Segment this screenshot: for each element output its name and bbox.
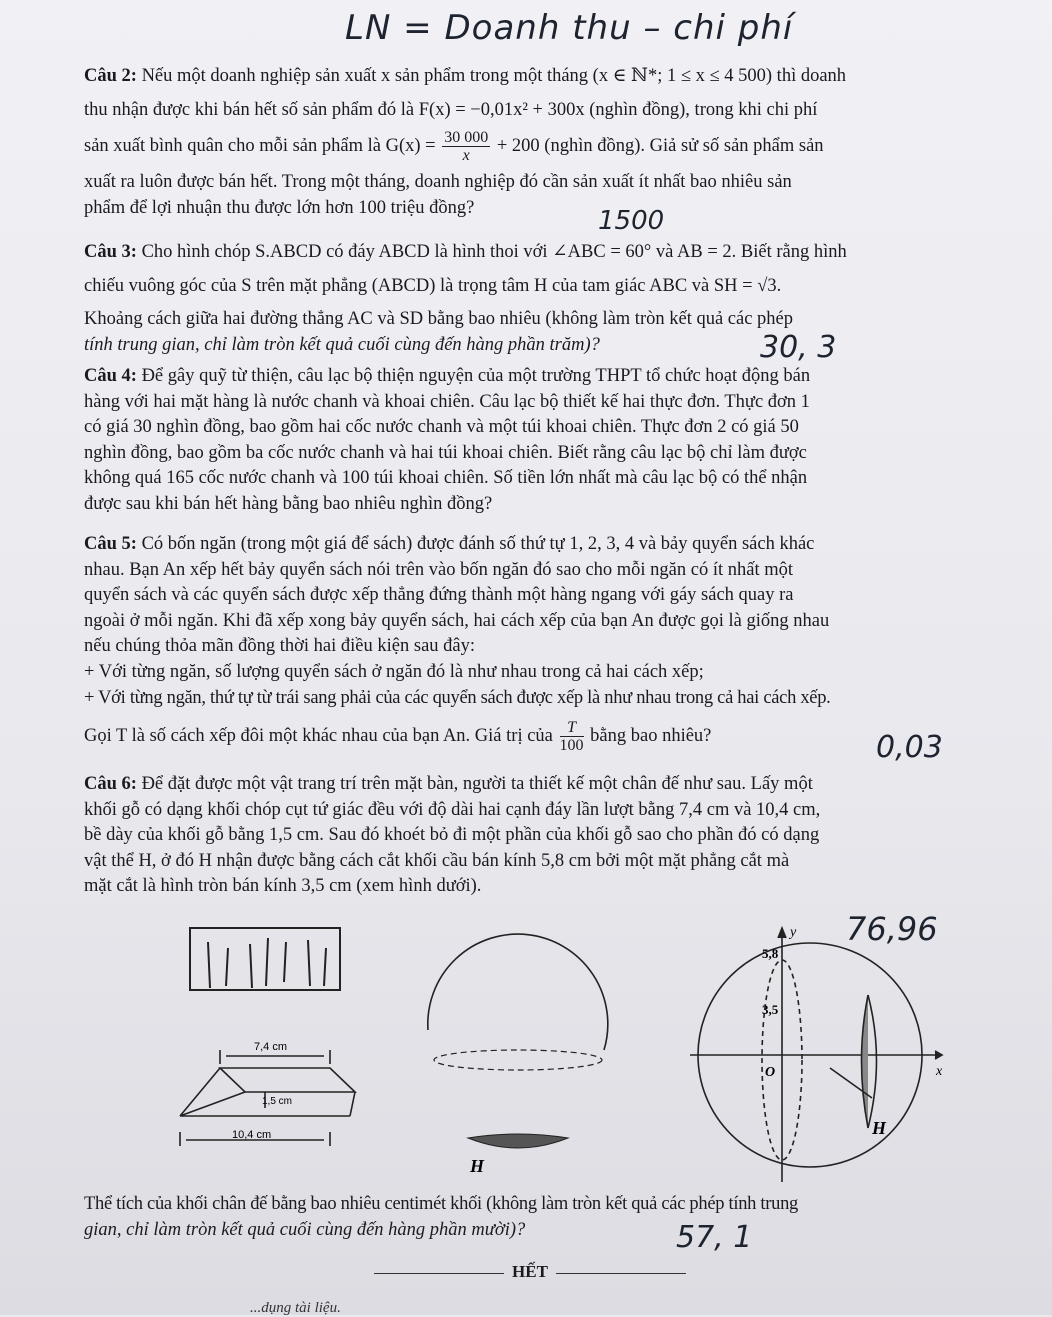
q5-line-3: quyển sách và các quyển sách được xếp thẳng đứng thành một hàng ngang với gáy sách quay ra: [84, 585, 794, 606]
q2-line-3b: + 200 (nghìn đồng). Giả sử số sản phẩm sản: [496, 135, 824, 156]
q4-line-4: nghìn đồng, bao gồm ba cốc nước chanh và hai túi khoai chiên. Biết rằng câu lạc bộ chỉ làm được: [84, 442, 807, 463]
q5-line-7: + Với từng ngăn, thứ tự từ trái sang phải của các quyển sách được xếp là như nhau trong cả hai cách xếp.: [84, 687, 831, 708]
q4-line-3: có giá 30 nghìn đồng, bao gồm hai cốc nước chanh và một túi khoai chiên. Thực đơn 2 có giá 50: [84, 417, 799, 438]
q5-fraction: $\frac{T}{100}$: [559, 719, 584, 755]
handwritten-answer-q3: 30, 3: [760, 330, 837, 365]
handwritten-answer-q5: 0,03: [876, 730, 943, 765]
label-5-8: 5,8: [762, 946, 779, 961]
q5-line-5: nếu chúng thỏa mãn đồng thời hai điều kiện sau đây:: [84, 636, 476, 657]
q5-label: Câu 5:: [84, 534, 137, 554]
q3-line-1: Cho hình chóp S.ABCD có đáy ABCD là hình thoi với ∠ABC = 60° và AB = 2. Biết rằng hình: [141, 242, 847, 262]
q3-line-3: Khoảng cách giữa hai đường thẳng AC và SD bằng bao nhiêu (không làm tròn kết quả các phép: [84, 309, 794, 330]
label-3-5: 3,5: [762, 1002, 779, 1017]
question-6: [84, 772, 984, 900]
q4-line-6: được sau khi bán hết hàng bằng bao nhiêu nghìn đồng?: [84, 493, 493, 514]
q5-line-6: + Với từng ngăn, số lượng quyển sách ở ngăn đó là như nhau trong cả hai cách xếp;: [84, 661, 704, 682]
label-y-axis: y: [790, 925, 797, 940]
label-H-cap: H: [470, 1156, 485, 1176]
sphere-cap-figure: [428, 934, 608, 1148]
q5-line-8b: bằng bao nhiêu?: [590, 725, 712, 746]
question-2: [84, 64, 984, 221]
q5-line-4: ngoài ở mỗi ngăn. Khi đã xếp xong bảy quyển sách, hai cách xếp của bạn An được gọi là giống nhau: [84, 610, 830, 631]
question-3: [84, 240, 984, 358]
handwritten-answer-q6-b: 57, 1: [676, 1220, 753, 1255]
q6-line-4: vật thể H, ở đó H nhận được bằng cách cắt khối cầu bán kính 5,8 cm bởi một mặt phẳng cắt mà: [84, 850, 790, 871]
q3-label: Câu 3:: [84, 242, 137, 262]
label-x-axis: x: [936, 1064, 943, 1079]
q2-label: Câu 2:: [84, 66, 137, 86]
q6-line-1: Để đặt được một vật trang trí trên mặt bàn, người ta thiết kế một chân đế như sau. Lấy một: [141, 774, 813, 794]
q2-line-5: phẩm để lợi nhuận thu được lớn hơn 100 triệu đồng?: [84, 197, 475, 218]
label-H-circle: H: [872, 1118, 887, 1138]
q5-line-8a: Gọi T là số cách xếp đôi một khác nhau của bạn An. Giá trị của: [84, 725, 553, 746]
q6-line-2: khối gỗ có dạng khối chóp cụt tứ giác đều với độ dài hai cạnh đáy lần lượt bằng 7,4 cm và 10,4 cm,: [84, 799, 821, 820]
q3-line-4: tính trung gian, chỉ làm tròn kết quả cuối cùng đến hàng phần trăm)?: [84, 334, 600, 355]
q4-label: Câu 4:: [84, 366, 137, 386]
handwritten-header: LN = Doanh thu – chi phí: [345, 8, 794, 48]
end-text: HẾT: [512, 1262, 548, 1281]
q6-line-7: gian, chỉ làm tròn kết quả cuối cùng đến hàng phần mười)?: [84, 1219, 526, 1240]
q3-line-2: chiếu vuông góc của S trên mặt phẳng (ABCD) là trọng tâm H của tam giác ABC và SH = √3.: [84, 275, 782, 296]
question-6-ending: [84, 1192, 984, 1243]
cut-off-footer-text: ...dụng tài liệu.: [250, 1300, 341, 1316]
q6-label: Câu 6:: [84, 774, 137, 794]
q2-fraction: $\frac{30 000}{x}$: [444, 129, 489, 165]
coordinate-circle-figure: [690, 928, 942, 1182]
q2-line-2: thu nhận được khi bán hết số sản phẩm đó là F(x) = −0,01x² + 300x (nghìn đồng), trong khi chi phí: [84, 99, 818, 120]
q2-line-3a: sản xuất bình quân cho mỗi sản phẩm là G(x) =: [84, 135, 436, 156]
q2-line-4: xuất ra luôn được bán hết. Trong một tháng, doanh nghiệp đó cần sản xuất ít nhất bao nhiêu sản: [84, 172, 792, 193]
handwritten-answer-q2: 1500: [598, 206, 665, 236]
q5-line-2: nhau. Bạn An xếp hết bảy quyển sách nói trên vào bốn ngăn đó sao cho mỗi ngăn có ít nhất một: [84, 559, 794, 580]
label-1-5-cm: 1,5 cm: [262, 1096, 293, 1107]
question-5: [84, 532, 984, 754]
q5-line-1: Có bốn ngăn (trong một giá để sách) được đánh số thứ tự 1, 2, 3, 4 và bảy quyển sách khác: [141, 534, 815, 554]
label-7-4-cm: 7,4 cm: [254, 1041, 288, 1053]
end-marker: [360, 1262, 700, 1282]
question-4: [84, 364, 984, 518]
figure-area: [150, 920, 960, 1190]
label-O: O: [765, 1065, 776, 1080]
label-10-4-cm: 10,4 cm: [232, 1129, 272, 1141]
q4-line-5: không quá 165 cốc nước chanh và 100 túi khoai chiên. Số tiền lớn nhất mà câu lạc bộ có thể nhận: [84, 468, 808, 489]
q6-line-6: Thể tích của khối chân đế bằng bao nhiêu centimét khối (không làm tròn kết quả các phép tính trung: [84, 1194, 798, 1214]
q4-line-2: hàng với hai mặt hàng là nước chanh và khoai chiên. Câu lạc bộ thiết kế hai thực đơn. Thực đơn 1: [84, 391, 810, 412]
handwritten-sketch: [190, 928, 340, 990]
q4-line-1: Để gây quỹ từ thiện, câu lạc bộ thiện nguyện của một trường THPT tổ chức hoạt động bán: [141, 366, 811, 386]
handwritten-answer-q6-a: 76,96: [846, 910, 938, 948]
q2-line-1: Nếu một doanh nghiệp sản xuất x sản phẩm trong một tháng (x ∈ ℕ*; 1 ≤ x ≤ 4 500) thì doanh: [141, 66, 847, 86]
q6-line-5: mặt cắt là hình tròn bán kính 3,5 cm (xem hình dưới).: [84, 876, 482, 897]
q6-line-3: bề dày của khối gỗ bằng 1,5 cm. Sau đó khoét bỏ đi một phần của khối gỗ sao cho phần đó có dạng: [84, 825, 820, 846]
